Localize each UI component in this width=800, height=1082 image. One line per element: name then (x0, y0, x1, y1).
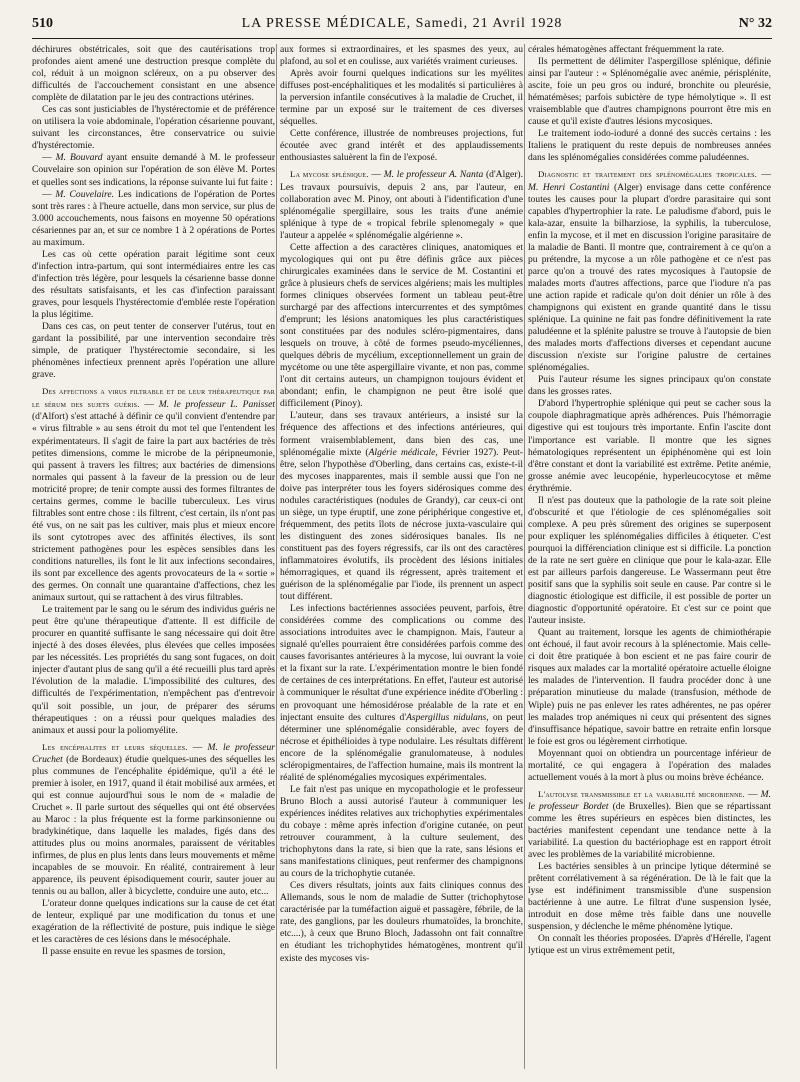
paragraph-text: (d'Alfort) s'est attaché à définir ce qu'il convient d'entendre par « virus filtrable » au sens étroit du mot tel que l'entendent les expérimentateurs. Il s'agit de faire la part aux bactéries de très petites dimensions, comme le microbe de la péripneumonie, qui passent à travers les filtres; aux bactéries de dimensions normales qui passent à la faveur de la pression ou de leur motricité propre; de tenir compte aussi des formes filtrantes de certains germes, comme le bacille tuberculeux. Les virus filtrables sont entre chose : ils filtrent, c'est certain, ils n'ont pas été vus, on ne sait pas les cultiver, mais plus et mieux encore ils sont cytotropes avec des affinités électives, ils sont strictement pathogènes pour les espèces sensibles dans les conditions naturelles, ils font le lit aux infections secondaires, ils sont par excellence des agents provocateurs de la « sortie » des germes. On connaît une quarantaine d'affections, chez les animaux surtout, qui se rattachent à des virus filtrables. (32, 411, 275, 604)
author-name: M. le professeur A. Nanta (383, 169, 484, 181)
citation: Algérie médicale (368, 446, 436, 458)
paragraph: On connaît les théories proposées. D'après d'Hérelle, l'agent lytique est un virus extrêmement petit, (528, 933, 771, 957)
paragraph (280, 410, 523, 603)
section-paragraph: Diagnostic et traitement des splénomégalies tropicales. — M. Henri Costantini (Alger) envisage dans cette conférence toutes les causes pour la plupart d'ordre parasitaire qui sont capables d'hypertrophier la rate. Le paludisme d'abord, puis le kala-azar, ensuite la bilharziose, la syphilis, la tuberculose, enfin la mycose, et il met en discussion l'origine parasitaire de la maladie de Banti. Il montre que, contrairement à ce qu'on a pu prétendre, la mycose a un rôle pathogène et ce n'est pas parce qu'on a trouvé des rates mycosiques à l'autopsie de malades morts d'autres affections, parce que l'iodure n'a pas une action rapide et radicale qu'on doit dénier un rôle à des champignons qui existent en grande quantité dans le tissu splénique. La quinine ne fait pas fondre définitivement la rate paludéenne et la splénite palustre se trouve à l'autopsie de bien des malades morts d'affections diverses et cependant aucune discussion n'existe sur l'origine palustre de certaines splénomégalies. (528, 169, 771, 374)
paragraph: Cette conférence, illustrée de nombreuses projections, fut écoutée avec grand intérêt et des applaudissements enthousiastes saluèrent la fin de l'exposé. (280, 128, 523, 164)
page-number: 510 (32, 16, 53, 31)
paragraph: Dans ces cas, on peut tenter de conserver l'utérus, tout en gardant la possibilité, par une intervention secondaire très simple, de pratiquer l'hystérectomie secondaire, si les phénomènes infectieux prennent après l'opération une allure grave. (32, 321, 275, 381)
author-name: M. le professeur Bordet (528, 788, 771, 812)
column-divider (524, 44, 525, 1069)
paragraph-text: Les infections bactériennes associées peuvent, parfois, être considérées comme des complications ou comme des associations introduites avec le champignon. Mais, l'auteur a signalé qu'elles pourraient être considérées parfois comme des causes favorisantes antérieures à la mycose, lui ouvrant la voie et la fixant sur la rate. L'expérimentation montre le bien fondé de certaines de ces interprétations. En effet, l'auteur est autorisé à communiquer le résultat d'une expérience inédite d'Oberling : en provoquant une hémosidérose préalable de la rate et en injectant ensuite des cultures d' (280, 603, 523, 723)
paragraph: Ces cas sont justiciables de l'hystérectomie et de préférence on utilisera la voie abdominale, l'opération césarienne pouvant, suivant les circonstances, être conservatrice ou suivie d'hystérectomie. (32, 104, 275, 152)
author-name: M. Henri Costantini (528, 181, 610, 193)
paragraph: L'orateur donne quelques indications sur la cause de cet état de lenteur, expliqué par une modification du tonus et une exagération de la réflectivité de posture, puis indique le siège et les caractères de ces lésions dans le mésocéphale. (32, 898, 275, 946)
paragraph: Après avoir fourni quelques indications sur les myélites diffuses post-encéphalitiques et les modalités si particulières à la perversion infantile consécutives à la maladie de Cruchet, il termine par un exposé sur le traitement de ces diverses séquelles. (280, 68, 523, 128)
section-title: Des affections a virus filtrable et de leur thérapeutique par le sérum des sujets guéris. (32, 386, 275, 410)
paragraph: — M. Bouvard ayant ensuite demandé à M. le professeur Couvelaire son opinion sur l'opération de son élève M. Portes et quelles sont ses indications, la réponse suivante lui fut faite : (32, 152, 275, 188)
paragraph: Il n'est pas douteux que la pathologie de la rate soit pleine d'obscurité et que l'étiologie de ces splénomégalies soit complexe. A peu près sûrement des origines se superposent pour expliquer les splénomégalies difficiles à étiqueter. C'est pourquoi la différenciation clinique est si difficile. La ponction de la rate ne sert guère en clinique que pour le kala-azar. Elle est par ailleurs parfois dangereuse. Le Wassermann peut être positif sans que la syphilis soit seule en cause. Par contre si le diagnostic étiologique est difficile, il est possible de porter un diagnostic d'opportunité opératoire. Et c'est sur ce point que l'auteur insiste. (528, 494, 771, 627)
section-paragraph: L'autolyse transmissible et la variabilité microbienne. — M. le professeur Bordet (de Bruxelles). Bien que se répartissant comme les êtres supérieurs en espèces bien distinctes, les bactéries manifestent cependant une tendance nette à la variabilité. La question du bactériophage est en rapport étroit avec les problèmes de la variabilité microbienne. (528, 788, 771, 861)
paragraph-text: L'auteur, dans ses travaux antérieurs, a insisté sur la fréquence des affections et des infections antérieures, qui forment vraisemblablement, dans bien des cas, une splénomégalie mixte ( (280, 410, 523, 458)
paragraph-text: (de Bruxelles). Bien que se répartissant comme les êtres supérieurs en espèces bien distinctes, les bactéries manifestent cependant une tendance nette à la variabilité. La question du bactériophage est en rapport étroit avec les problèmes de la variabilité microbienne. (528, 800, 771, 861)
paragraph: — M. Couvelaire. Les indications de l'opération de Portes sont très rares : à l'heure actuelle, dans mon service, sur plus de 3.000 accouchements, nous faisons en moyenne 50 opérations césariennes par an, et sur ce nombre 1 à 2 opérations de Portes au maximum. (32, 188, 275, 248)
section-title: Diagnostic et traitement des splénomégalies tropicales. (538, 169, 758, 180)
paragraph-text: (de Bordeaux) étudie quelques-unes des séquelles les plus communes de l'encéphalite épidémique, qu'il a été le premier à isoler, en 1917, quand il était mobilisé aux armées, et qui est connue aujourd'hui sous le nom de « maladie de Cruchet ». Il parle surtout des séquelles qui ont été observées au Maroc : la plus fréquente est la forme parkinsonienne ou bradykinétique, dans laquelle les malades, figés dans des attitudes plus ou moins anormales, paraissent de véritables infirmes, de plus en plus lents dans leurs mouvements et même incapables de se mouvoir. En réalité, contrairement à leur apparence, ils peuvent épisodiquement courir, sauter jouer au tennis ou au ballon, aller à bicyclette, conduire une auto, etc... (32, 753, 275, 898)
paragraph-text: (Alger) envisage dans cette conférence toutes les causes pour la plupart d'ordre parasitaire qui sont capables d'hypertrophier la rate. Le paludisme d'abord, puis le kala-azar, ensuite la bilharziose, la syphilis, la tuberculose, enfin la mycose, et il met en discussion l'origine parasitaire de la maladie de Banti. Il montre que, contrairement à ce qu'on a pu prétendre, la mycose a un rôle pathogène et ce n'est pas parce qu'on a trouvé des rates mycosiques à l'autopsie de malades morts d'autres affections, parce que l'iodure n'a pas une action rapide et radicale qu'on doit dénier un rôle à des champignons qui existent en grande quantité dans le tissu splénique. La quinine ne fait pas fondre définitivement la rate paludéenne et la splénite palustre se trouve à l'autopsie de bien des malades morts d'affections diverses et cependant aucune discussion n'existe sur l'origine palustre de certaines splénomégalies. (528, 181, 771, 374)
paragraph-text: , Février 1927). Peut-être, selon l'hypothèse d'Oberling, dans certains cas, existe-t-il des mycoses inapparentes, mais il semble aussi que l'on ne doive pas interpréter tous les foyers sidérosiques comme des nodules caractéristiques (nodules de Grandy), car ceux-ci ont un siège, un type éruptif, une zone périphérique congestive et, fréquemment, des petits îlots de nécrose juxta-vasculaire qui les distinguent des zones sidérosiques banales. Ils ne constituent pas des foyers régressifs, car ils ont des caractères inflammatoires évolutifs, ils procèdent des lésions initiales hémorragiques, et quand ils régressent, après traitement et guérison de la splénomégalie par l'iode, ils prennent un aspect tout différent. (280, 446, 523, 603)
paragraph: Puis l'auteur résume les signes principaux qu'on constate dans les grosses rates. (528, 374, 771, 398)
paragraph: Quant au traitement, lorsque les agents de chimiothérapie ont échoué, il faut avoir recours à la splénectomie. Mais celle-ci doit être pratiquée à bon escient et ne pas faire courir de risques aux malades car la mortalité opératoire actuelle éloigne les malades de l'intervention. Il faudra procéder donc à une préparation minutieuse du malade (transfusion, méthode de Wiple) puis ne pas enlever les rates adhérentes, ne pas opérer les malades trop anémiques ni ceux qui présentent des signes d'insuffisance hépatique, savoir battre en retraite enfin lorsque le foie est gros ou légèrement cirrhotique. (528, 627, 771, 747)
author-name: M. le professeur L. Panisset (158, 399, 275, 411)
paragraph: Ces divers résultats, joints aux faits cliniques connus des Allemands, sous le nom de maladie de Sutter (trichophytose caractérisée par la tuméfaction aiguë et passagère, fébrile, de la rate, des ganglions, par les douleurs rhumatoïdes, la bronchite, etc....), à ceux que Bruno Bloch, Jadassohn ont fait connaître en étudiant les trichophytides hématogènes, montrent qu'il existe des mycoses vis- (280, 880, 523, 964)
paragraph: aux formes si extraordinaires, et les spasmes des yeux, au plafond, au sol et en coulisse, aux variétés vraiment curieuses. (280, 44, 523, 68)
paragraph: Moyennant quoi on obtiendra un pourcentage inférieur de mortalité, ce qui engagera à l'opération des malades actuellement voués à la mort à plus ou moins brève échéance. (528, 747, 771, 783)
paragraph: D'abord l'hypertrophie splénique qui peut se cacher sous la coupole diaphragmatique après adhérences. Puis l'hémorragie digestive qui est toujours très importante. Enfin l'ascite dont l'importance est variable. Il montre que les signes hématologiques représentent un épiphénomène qui est loin d'être constant et dont la variabilité est extrême. Petite anémie, grosse anémie avec leucopénie, hyperleucocytose et même érythrémie. (528, 398, 771, 494)
section-paragraph: Des affections a virus filtrable et de leur thérapeutique par le sérum des sujets guéris. — M. le professeur L. Panisset (d'Alfort) s'est attaché à définir ce qu'il convient d'entendre par « virus filtrable » au sens étroit du mot tel que l'entendent les expérimentateurs. Il s'agit de faire la part aux bactéries de très petites dimensions, comme le microbe de la péripneumonie, qui passent à travers les filtres; aux bactéries de dimensions normales qui passent à la faveur de la pression ou de leur motricité propre; de tenir compte aussi des formes filtrantes de certains germes, comme le bacille tuberculeux. Les virus filtrables sont entre chose : ils filtrent, c'est certain, ils n'ont pas été vus, on ne sait pas les cultiver, mais plus et mieux encore ils sont cytotropes avec des affinités électives, ils sont strictement pathogènes pour les espèces sensibles dans les conditions naturelles, ils font le lit aux infections secondaires, ils sont par excellence des agents provocateurs de la « sortie » des germes. On connaît une quarantaine d'affections, chez les animaux surtout, qui se rattachent à des virus filtrables. (32, 386, 275, 604)
paragraph-text: , on peut déterminer une splénomégalie considérable, avec foyers de nécrose et épithélioides à type nodulaire. Les résultats diffèrent encore de la splénomégalie granulomateuse, à nodules scléropigmentaires, de l'affection humaine, mais ils montrent la réalité de splénomégalies mycosiques expérimentales. (280, 711, 523, 783)
section-title: Les encéphalites et leurs séquelles. (42, 741, 188, 752)
paragraph (280, 603, 523, 784)
page-header (32, 16, 772, 39)
author-name: M. Couvelaire. (55, 188, 115, 200)
author-name: M. Bouvard (55, 152, 103, 164)
column-2 (280, 44, 523, 1069)
paragraph: Il passe ensuite en revue les spasmes de torsion, (42, 946, 226, 958)
column-1 (32, 44, 275, 1069)
column-3 (528, 44, 771, 1069)
paragraph: déchirures obstétricales, soit que des cautérisations trop profondes aient amené une destruction presque complète du col, réduit à un moignon scléreux, on a pu observer des difficultés de l'accouchement consistant en une absence complète de dilatation par le jeu des contractions utérines. (32, 44, 275, 104)
paragraph-text: (d'Alger). Les travaux poursuivis, depuis 2 ans, par l'auteur, en collaboration avec M. Pinoy, ont abouti à l'identification d'une splénomégalie spergillaire, sous les traits d'une anémie splénique à type de « tropical febrile splenomegaly » que l'auteur a appelée « splénomégalie algérienne ». (280, 169, 523, 241)
species-name: Aspergillus nidulans (406, 711, 487, 723)
journal-title: LA PRESSE MÉDICALE, Samedi, 21 Avril 1928 (241, 16, 563, 31)
paragraph: Ils permettent de délimiter l'aspergillose splénique, définie ainsi par l'auteur : « Splénomégalie avec anémie, périsplénite, ascite, foie un peu gros ou induré, bronchite ou pleurésie, hématémèses; parfois subictère de type hémolytique ». Il est vraisemblable que d'autres champignons pourront être mis en cause et qu'il existe d'autres lésions mycosiques. (528, 56, 771, 128)
section-paragraph: La mycose splénique. — M. le professeur A. Nanta (d'Alger). Les travaux poursuivis, depuis 2 ans, par l'auteur, en collaboration avec M. Pinoy, ont abouti à l'identification d'une splénomégalie spergillaire, sous les traits d'une anémie splénique à type de « tropical febrile splenomegaly » que l'auteur a appelée « splénomégalie algérienne ». (280, 169, 523, 241)
paragraph: Le fait n'est pas unique en mycopathologie et le professeur Bruno Bloch a aussi autorisé l'auteur à communiquer les expériences inédites relatives aux trichophyties expérimentales du cobaye : même après infection d'origine cutanée, on peut retrouver couramment, à la culture seulement, des trichophytons dans la rate, si bien que la rate, sans lésions et sans manifestations cliniques, peut renfermer des champignons au cours de la trichophytie cutanée. (280, 783, 523, 880)
section-title: La mycose splénique. (290, 169, 369, 180)
paragraph: Les bactéries sensibles à un principe lytique déterminé se prêtent corrélativement à sa régénération. De là le fait que la lyse est indéfiniment transmissible d'une suspension bactérienne à une autre. Le filtrat d'une suspension lysée, introduit en dose même très faible dans une nouvelle suspension, y déclenche le même phénomène lytique. (528, 861, 771, 933)
paragraph: Les cas où cette opération parait légitime sont ceux d'infection intra-partum, qui sont intermédiaires entre les cas d'infection très légère, pour lesquels la césarienne basse donne des résultats satisfaisants, et les cas d'infection paraissant graves, pour lesquels l'hystérectomie d'emblée reste l'opération la plus légitime. (32, 248, 275, 321)
paragraph: cérales hématogènes affectant fréquemment la rate. (528, 44, 724, 55)
section-paragraph: Les encéphalites et leurs séquelles. — M. le professeur Cruchet (de Bordeaux) étudie quelques-unes des séquelles les plus communes de l'encéphalite épidémique, qu'il a été le premier à isoler, en 1917, quand il était mobilisé aux armées, et qui est connue aujourd'hui sous le nom de « maladie de Cruchet ». Il parle surtout des séquelles qui ont été observées au Maroc : la plus fréquente est la forme parkinsonienne ou bradykinétique, dans laquelle les malades, figés dans des attitudes plus ou moins anormales, paraissent de véritables infirmes, de plus en plus lents dans leurs mouvements et même incapables de se mouvoir. En réalité, contrairement à leur apparence, ils peuvent épisodiquement courir, sauter jouer au tennis ou au ballon, aller à bicyclette, conduire une auto, etc... (32, 741, 275, 898)
paragraph: Le traitement iodo-ioduré a donné des succès certains : les Italiens le pratiquent du reste depuis de nombreuses années dans les splénomégalies considérées comme paludéennes. (528, 128, 771, 164)
author-name: M. le professeur Cruchet (32, 741, 275, 765)
issue-number: N° 32 (738, 16, 772, 31)
paragraph-text: ayant ensuite demandé à M. le professeur Couvelaire son opinion sur l'opération de son élève M. Portes et quelles sont ses indications, la réponse suivante lui fut faite : (32, 152, 275, 188)
column-divider (276, 44, 277, 1069)
paragraph: Le traitement par le sang ou le sérum des individus guéris ne peut être qu'une thérapeutique d'attente. Il est difficile de procurer en quantité suffisante le sang nécessaire qui doit être injecté à des doses élevées, plus élevées que celles imposées par les nécessités. Les propriétés du sang sont fugaces, on doit injecter d'autant plus de sang qu'il a été recueilli plus tard après l'évolution de la maladie. L'impossibilité des cultures, des difficultés de l'expérimentation, n'empêchent pas d'entrevoir qu'il soit possible, un jour, de préparer des sérums thérapeutiques : on a réussi pour quelques maladies des animaux et aussi pour la poliomyélite. (32, 604, 275, 736)
section-title: L'autolyse transmissible et la variabilité microbienne. (538, 788, 745, 799)
paragraph: Cette affection a des caractères cliniques, anatomiques et mycologiques qui ont pu être définis grâce aux pièces chirurgicales examinées dans le service de M. Costantini et grâce à plusieurs chefs de services algériens; mais les multiples formes cliniques observées forment un tableau peut-être surchargé par des affections intercurrentes et des symptômes d'emprunt; les lésions anatomiques les plus caractéristiques sont constituées par des nodules scléro-pigmentaires, dans lesquels on trouve, à côté de formes pseudo-mycéliennes, quelques débris de mycélium, exceptionnellement un grain de mycétome ou une tête aspergillaire vivante, et non pas, comme l'ont dit certains auteurs, un champignon toujours évident et abondant; enfin, le champignon ne peut être isolé que difficilement (Pinoy). (280, 241, 523, 410)
paragraph-text: Les indications de l'opération de Portes sont très rares : à l'heure actuelle, dans mon service, sur plus de 3.000 accouchements, nous faisons en moyenne 50 opérations césariennes par an, et sur ce nombre 1 à 2 opérations de Portes au maximum. (32, 188, 275, 248)
